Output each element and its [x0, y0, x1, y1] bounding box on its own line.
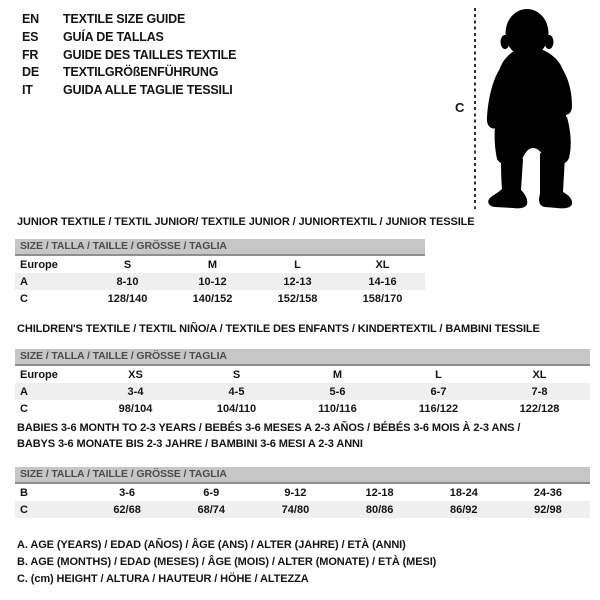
- children-table-title: CHILDREN'S TEXTILE / TEXTIL NIÑO/A / TEXTILE DES ENFANTS / KINDERTEXTIL / BAMBINI TESSILE: [17, 323, 540, 335]
- language-title-list: [22, 11, 236, 100]
- table-cell: 12-13: [283, 275, 312, 288]
- table-cell: L: [435, 368, 442, 381]
- table-row: [15, 484, 590, 501]
- babies-table-title: [17, 420, 520, 452]
- language-title: TEXTILE SIZE GUIDE: [63, 12, 186, 26]
- table-cell: 10-12: [198, 275, 227, 288]
- babies-title-line1: BABIES 3-6 MONTH TO 2-3 YEARS / BEBÉS 3-6 MESES A 2-3 AÑOS / BÉBÉS 3-6 MOIS À 2-3 ANS /: [17, 422, 521, 434]
- junior-size-table: [15, 239, 425, 307]
- table-cell: 5-6: [329, 385, 346, 398]
- language-row-es: [22, 29, 236, 47]
- table-row: [15, 366, 590, 383]
- table-cell: M: [332, 368, 343, 381]
- language-code: ES: [22, 29, 39, 44]
- table-cell: 68/74: [197, 503, 226, 516]
- language-title: GUIDA ALLE TAGLIE TESSILI: [63, 83, 233, 98]
- note-height-cm: C. (cm) HEIGHT / ALTURA / HAUTEUR / HÖHE / ALTEZZA: [17, 573, 309, 586]
- table-cell: 104/110: [216, 402, 257, 415]
- height-measure-label: C: [455, 100, 465, 115]
- row-label: Europe: [20, 258, 58, 271]
- table-row: [15, 290, 425, 307]
- table-cell: S: [123, 258, 132, 271]
- legend-notes: [17, 537, 436, 589]
- table-cell: 7-8: [531, 385, 548, 398]
- table-cell: 158/170: [362, 292, 403, 305]
- language-title: TEXTILGRÖßENFÜHRUNG: [63, 65, 219, 80]
- table-cell: 140/152: [192, 292, 233, 305]
- babies-title-line2: BABYS 3-6 MONATE BIS 2-3 JAHRE / BAMBINI 3-6 MESI A 2-3 ANNI: [17, 438, 363, 450]
- row-label: C: [20, 503, 28, 516]
- language-code: FR: [22, 47, 39, 62]
- table-cell: 86/92: [450, 503, 478, 516]
- table-cell: 80/86: [365, 503, 394, 516]
- table-cell: 14-16: [368, 275, 397, 288]
- row-label: Europe: [20, 368, 58, 381]
- table-cell: 74/80: [281, 503, 310, 516]
- row-label: B: [20, 486, 28, 499]
- size-header-bar: SIZE / TALLA / TAILLE / GRÖSSE / TAGLIA: [15, 349, 590, 366]
- table-cell: 24-36: [533, 486, 563, 499]
- row-label: C: [20, 402, 28, 415]
- children-size-table: [15, 349, 590, 417]
- baby-silhouette-icon: [482, 5, 597, 210]
- table-cell: 62/68: [113, 503, 141, 516]
- table-row: [15, 256, 425, 273]
- language-row-de: [22, 64, 236, 82]
- table-cell: 152/158: [277, 292, 318, 305]
- table-cell: 18-24: [449, 486, 478, 499]
- table-row: [15, 383, 590, 400]
- language-row-en: [22, 11, 236, 29]
- language-row-it: [22, 82, 236, 100]
- table-row: [15, 273, 425, 290]
- table-cell: 3-4: [127, 385, 144, 398]
- table-cell: 110/116: [318, 402, 357, 415]
- language-code: DE: [22, 65, 39, 80]
- table-cell: 128/140: [107, 292, 148, 305]
- table-row: [15, 400, 590, 417]
- note-age-months: B. AGE (MONTHS) / EDAD (MESES) / ÂGE (MOIS) / ALTER (MONATE) / ETÀ (MESI): [17, 556, 437, 569]
- language-code: IT: [22, 83, 33, 98]
- table-cell: 122/128: [519, 402, 560, 415]
- size-header-bar: SIZE / TALLA / TAILLE / GRÖSSE / TAGLIA: [15, 239, 425, 256]
- table-cell: 6-9: [203, 486, 220, 499]
- table-cell: 116/122: [418, 402, 459, 415]
- table-cell: 3-6: [119, 486, 136, 499]
- height-measure-dashed-line: [474, 8, 476, 209]
- row-label: A: [20, 275, 28, 288]
- table-cell: 12-18: [365, 486, 394, 499]
- table-cell: L: [294, 258, 301, 271]
- note-age-years: A. AGE (YEARS) / EDAD (AÑOS) / ÂGE (ANS) / ALTER (JAHRE) / ETÀ (ANNI): [17, 539, 406, 551]
- table-cell: XL: [532, 368, 547, 381]
- table-row: [15, 501, 590, 518]
- language-row-fr: [22, 47, 236, 65]
- row-label: C: [20, 292, 28, 305]
- table-cell: 9-12: [284, 486, 307, 499]
- language-title: GUÍA DE TALLAS: [63, 29, 164, 44]
- table-cell: XS: [128, 368, 143, 381]
- table-cell: 92/98: [534, 503, 562, 516]
- table-cell: M: [207, 258, 218, 271]
- table-cell: 8-10: [116, 275, 139, 288]
- table-cell: 6-7: [430, 385, 447, 398]
- language-title: GUIDE DES TAILLES TEXTILE: [63, 47, 237, 62]
- junior-table-title: JUNIOR TEXTILE / TEXTIL JUNIOR/ TEXTILE JUNIOR / JUNIORTEXTIL / JUNIOR TESSILE: [17, 216, 475, 228]
- table-cell: 4-5: [228, 385, 245, 398]
- table-cell: XL: [375, 258, 390, 271]
- row-label: A: [20, 385, 28, 398]
- babies-size-table: [15, 467, 590, 518]
- size-header-bar: SIZE / TALLA / TAILLE / GRÖSSE / TAGLIA: [15, 467, 590, 484]
- language-code: EN: [22, 12, 39, 26]
- table-cell: 98/104: [118, 402, 153, 415]
- table-cell: S: [232, 368, 241, 381]
